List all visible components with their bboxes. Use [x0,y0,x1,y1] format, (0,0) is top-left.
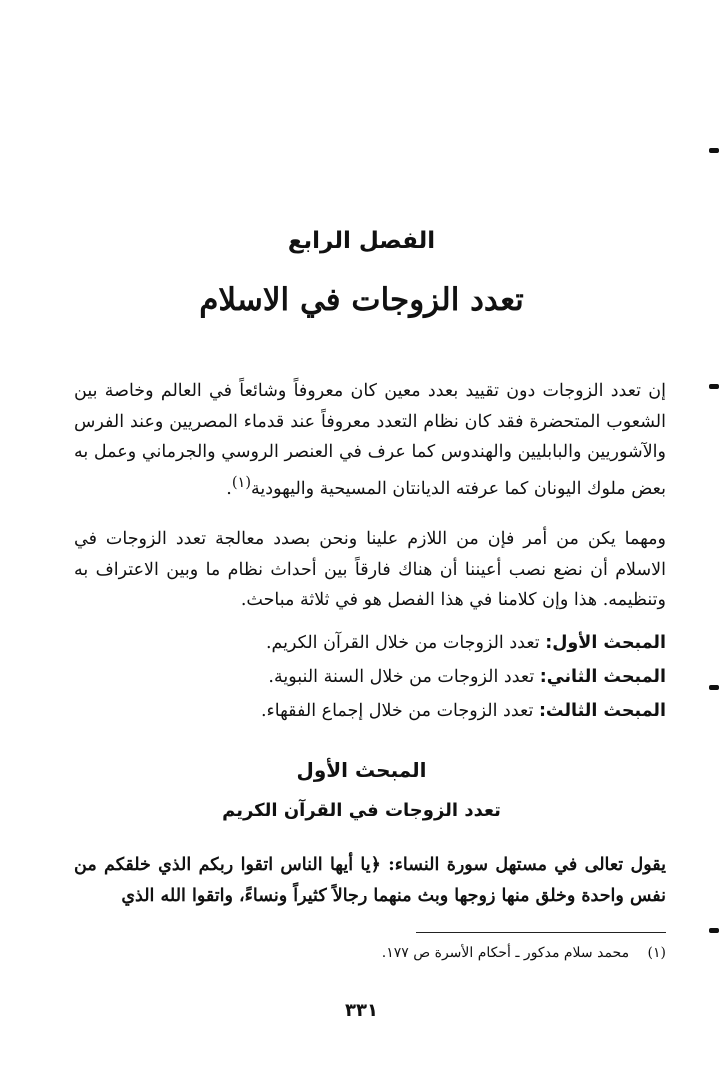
scan-mark [709,928,719,933]
topic-text: تعدد الزوجات من خلال القرآن الكريم. [265,633,540,653]
section-paragraph: يقول تعالى في مستهل سورة النساء: ﴿يا أيها الناس اتقوا ربكم الذي خلقكم من نفس واحدة وخلق منها زوجها وبث منهما رجالاً كثيراً ونساءً، واتقوا الله الذي [74,855,666,906]
topic-item [106,662,666,692]
footnote-reference: (١) [231,473,252,491]
page-number: ٣٣١ [345,1000,378,1021]
topic-item [106,628,666,658]
scan-mark [709,384,719,389]
topic-text: تعدد الزوجات من خلال إجماع الفقهاء. [260,701,534,721]
section-subheading: تعدد الزوجات في القرآن الكريم [222,800,501,821]
footnote [66,942,666,964]
intro-paragraph-1-end: . [226,478,232,499]
scan-mark [709,685,719,690]
intro-paragraph-1 [74,376,666,504]
chapter-title: تعدد الزوجات في الاسلام [199,282,524,318]
intro-paragraph-1-text: إن تعدد الزوجات دون تقييد بعدد معين كان معروفاً وشائعاً في العالم وخاصة بين الشعوب المتحضرة فقد كان نظام التعدد معروفاً عند قدماء المصريين وعند الفرس والآشوريين والبابليين والهندوس كما عرف في العنصر الروسي والجرماني وعمل به بعض ملوك اليونان كما عرفته الديانتان المسيحية واليهودية [74,381,666,499]
chapter-label: الفصل الرابع [287,228,436,254]
topic-label: المبحث الثاني: [539,667,666,687]
scan-mark [709,148,719,153]
topic-label: المبحث الثالث: [538,701,666,721]
intro-paragraph-2: ومهما يكن من أمر فإن من اللازم علينا ونحن بصدد معالجة تعدد الزوجات في الاسلام أن نضع نصب أعيننا أن هناك فارقاً بين أحداث نظام ما وبين الاعتراف به وتنظيمه. هذا وإن كلامنا في هذا الفصل هو في ثلاثة مباحث. [74,529,666,610]
topic-text: تعدد الزوجات من خلال السنة النبوية. [268,667,535,687]
topic-item [106,696,666,726]
topic-label: المبحث الأول: [545,633,666,653]
section-heading: المبحث الأول [296,758,427,782]
footnote-text: محمد سلام مدكور ـ أحكام الأسرة ص ١٧٧. [381,945,630,961]
footnote-divider [416,932,666,933]
footnote-number: (١) [647,945,666,961]
